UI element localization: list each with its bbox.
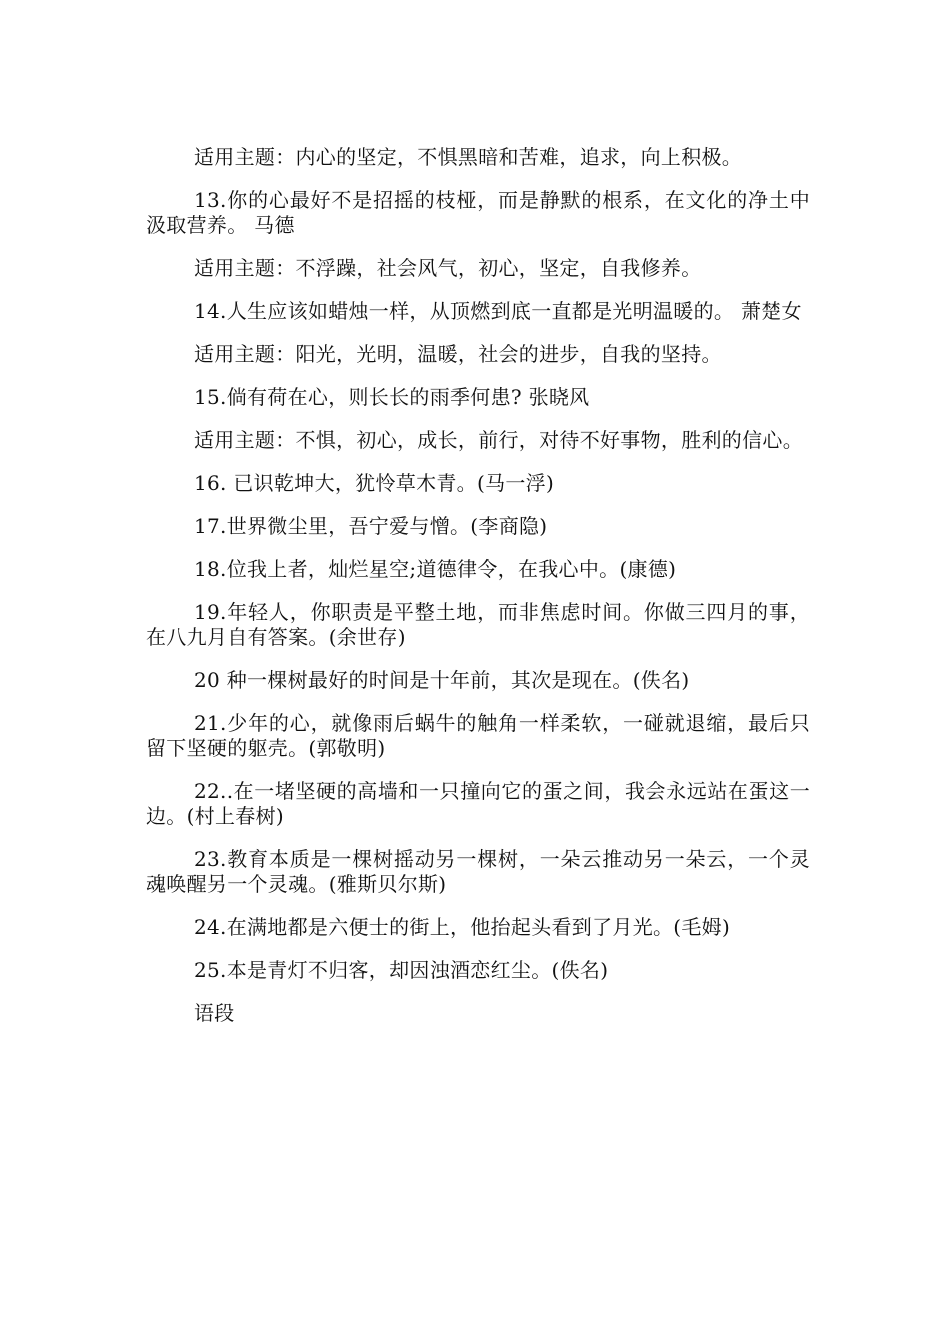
section-heading: 语段 [194, 1001, 235, 1025]
paragraph: 适用主题：不浮躁，社会风气，初心，坚定，自我修养。 [194, 256, 702, 280]
paragraph: 22..在一堵坚硬的高墙和一只撞向它的蛋之间，我会永远站在蛋这一边。(村上春树) [146, 779, 810, 828]
paragraph: 19.年轻人，你职责是平整土地，而非焦虑时间。你做三四月的事，在八九月自有答案。(余世存) [146, 600, 810, 649]
paragraph: 25.本是青灯不归客，却因浊酒恋红尘。(佚名) [194, 958, 609, 982]
paragraph: 15.倘有荷在心，则长长的雨季何患? 张晓风 [194, 385, 590, 409]
paragraph: 适用主题：内心的坚定，不惧黑暗和苦难，追求，向上积极。 [194, 145, 743, 169]
paragraph: 23.教育本质是一棵树摇动另一棵树，一朵云推动另一朵云，一个灵魂唤醒另一个灵魂。(雅斯贝尔斯) [146, 847, 810, 896]
paragraph: 17.世界微尘里，吾宁爱与憎。(李商隐) [194, 514, 548, 538]
paragraph: 21.少年的心，就像雨后蜗牛的触角一样柔软，一碰就退缩，最后只留下坚硬的躯壳。(郭敬明) [146, 711, 810, 760]
paragraph: 13.你的心最好不是招摇的枝桠，而是静默的根系，在文化的净土中汲取营养。 马德 [146, 188, 810, 237]
paragraph: 适用主题：阳光，光明，温暖，社会的进步，自我的坚持。 [194, 342, 722, 366]
paragraph: 18.位我上者，灿烂星空;道德律令，在我心中。(康德) [194, 557, 677, 581]
paragraph: 16. 已识乾坤大，犹怜草木青。(马一浮) [194, 471, 555, 495]
document-body [146, 145, 810, 1044]
paragraph: 20 种一棵树最好的时间是十年前，其次是现在。(佚名) [194, 668, 690, 692]
paragraph: 14.人生应该如蜡烛一样，从顶燃到底一直都是光明温暖的。 萧楚女 [194, 299, 802, 323]
paragraph: 适用主题：不惧，初心，成长，前行，对待不好事物，胜利的信心。 [194, 428, 803, 452]
paragraph: 24.在满地都是六便士的街上，他抬起头看到了月光。(毛姆) [194, 915, 731, 939]
